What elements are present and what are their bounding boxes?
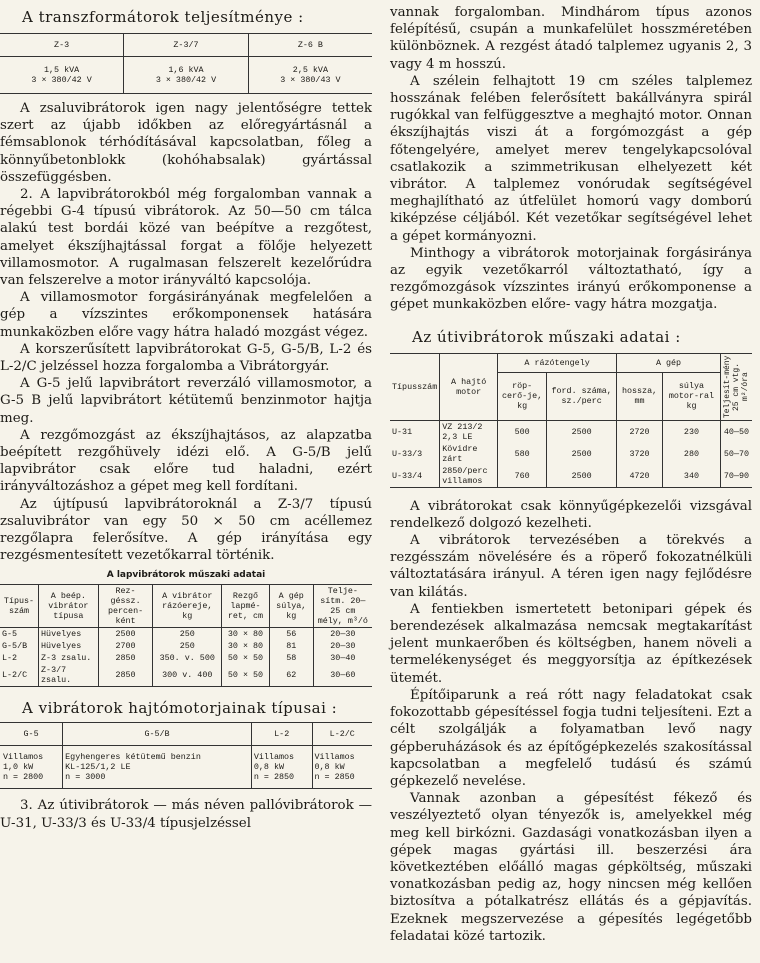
table-cell: VZ 213/2 2,3 LE [440, 420, 498, 443]
table-cell: Z-3 zsalu. [39, 652, 99, 664]
table-header: Teljesít-mény 25 cm vtg. m²/óra [722, 355, 750, 418]
table-cell: 1,5 kVA 3 × 380/42 V [0, 57, 124, 94]
table-cell: 2500 [547, 420, 617, 443]
paragraph: Vannak azonban a gépesítést fékező és veszélyeztető olyan tényezők is, amelyekkel még meg kell birkózni. Gazdasági vonatkozásban ilyen a gépek magas gyártási ill. beszerzési ára következtében előálló magas gépköltség, műszaki vonatkozásban pedig az, hogy nincsen még kellően biztosítva a pótalkatrész ellátás és a gépjavítás. Ezeknek megszervezése a gépesítés legégetőbb feladatai közé tartozik. [390, 791, 752, 944]
table-cell: 62 [269, 664, 313, 687]
table-header: Telje-sítm. 20—25 cm mély, m³/ó [317, 586, 368, 627]
table-cell: 2500 [547, 443, 617, 465]
table-header: Z-3/7 [124, 34, 249, 57]
table-header: röp-cerő-je, kg [498, 372, 547, 420]
table-cell: 250 [153, 628, 222, 641]
paragraph: A G-5 jelű lapvibrátort reverzáló villamosmotor, a G-5 B jelű lapvibrátort kétütemű benzinmotor hajtja meg. [0, 376, 372, 426]
table-cell: 1,6 kVA 3 × 380/42 V [124, 57, 249, 94]
uti-vibrator-table [390, 353, 752, 488]
table-cell: 30 × 80 [222, 640, 270, 652]
table-row [390, 465, 752, 488]
paragraph: Minthogy a vibrátorok motorjainak forgásiránya az egyik vezetőkarról változtatható, így a rezgőmozgások vízszintes irányú erőkomponense a gépet munkaközben előre- vagy hátra mozgatja. [390, 245, 752, 313]
paragraph: A zsaluvibrátorok igen nagy jelentőségre tettek szert az újabb időkben az előregyártásnál a fémsablonok térhódításával kapcsolatban, főleg a könnyűbetonblokk (kohóhabsalak) gyártással összefüggésben. [0, 101, 372, 185]
table-cell: 58 [269, 652, 313, 664]
paragraph: A fentiekben ismertetett betonipari gépek és berendezések alkalmazása nemcsak megtakarítást jelent munkaerőben és költségben, hanem növeli a termelékenységet és meggyorsítja az építkezések ütemét. [390, 601, 752, 686]
table-cell: U-33/3 [390, 443, 440, 465]
table-cell: Villamos 1,0 kW n = 2800 [0, 746, 63, 789]
table-cell: 30—60 [330, 670, 356, 681]
table-cell: 2700 [98, 640, 153, 652]
table-row [0, 640, 372, 652]
paragraph: A rezgőmozgást az ékszíjhajtásos, az alapzatba beépített rezgőhüvely idézi elő. A G-5/B jelű lapvibrátor csak előre tud haladni, ezért irányváltozáshoz a gépet meg kell fordítani. [0, 427, 372, 495]
table-cell: 250 [153, 640, 222, 652]
table-cell: 300 v. 400 [153, 664, 222, 687]
table-cell: 2850 [98, 652, 153, 664]
table-header: Típusszám [390, 353, 440, 420]
table-cell: 81 [269, 640, 313, 652]
table-row [390, 420, 752, 443]
table-cell: Hüvelyes [39, 640, 99, 652]
paragraph: A korszerűsített lapvibrátorokat G-5, G-5/B, L-2 és L-2/C jelzéssel hozza forgalomba a Vibrátorgyár. [0, 341, 372, 375]
paragraph: A vibrátorokat csak könnyűgépkezelői vizsgával rendelkező dolgozó kezelheti. [390, 498, 752, 531]
table-cell: Hüvelyes [39, 628, 99, 641]
paragraph: vannak forgalomban. Mindhárom típus azonos felépítésű, csupán a munkafelület hosszméretében különböznek. A rezgést átadó talplemez ugyanis 2, 3 vagy 4 m hosszú. [390, 5, 752, 72]
table-cell: 20—30 [330, 629, 356, 640]
table-cell: Villamos 0,8 kW n = 2850 [314, 752, 355, 783]
table-cell: 4720 [617, 465, 663, 488]
table-header: G-5 [0, 723, 63, 746]
table-cell: Villamos 0,8 kW n = 2850 [251, 746, 312, 789]
table-cell: 2500 [98, 628, 153, 641]
table-header: hossza, mm [617, 372, 663, 420]
table-cell: 40—50 [723, 426, 750, 437]
table-header: A gép súlya, kg [269, 585, 313, 628]
table-cell: Kövidre zárt [440, 443, 498, 465]
table-header: L-2 [251, 723, 312, 746]
table-cell: 30—40 [330, 653, 356, 664]
table-cell: 280 [662, 443, 720, 465]
table-cell: 50 × 50 [222, 652, 270, 664]
table-cell: Z-3/7 zsalu. [39, 664, 99, 687]
table-header: súlya motor-ral kg [662, 372, 720, 420]
table-group-header: A gép [617, 353, 721, 372]
table-header: L-2/C [329, 729, 355, 740]
table-cell: L-2/C [0, 664, 39, 687]
table-row [0, 664, 372, 687]
table-cell: 2850 [98, 664, 153, 687]
table-cell: 3720 [617, 443, 663, 465]
table-cell: 2850/perc villamos [440, 465, 498, 488]
table-group-header: A rázótengely [498, 353, 617, 372]
table-header: A vibrátor rázóereje, kg [153, 585, 222, 628]
table-cell: 70—90 [723, 470, 750, 481]
table-row [390, 443, 752, 465]
transformer-table [0, 33, 372, 94]
lap-vibrator-table [0, 584, 372, 687]
transformer-heading: A transzformátorok teljesítménye : [22, 8, 304, 26]
table-header: ford. száma, sz./perc [547, 372, 617, 420]
left-column [0, 0, 372, 832]
table-cell: G-5 [0, 628, 39, 641]
table-header: Z-3 [0, 34, 124, 57]
paragraph: Az újtípusú lapvibrátoroknál a Z-3/7 típusú zsaluvibrátor van egy 50 × 50 cm acéllemez rezgőlapra felerősítve. A gép irányítása egy rezgésmentesített vezetőkarral történik. [0, 496, 372, 564]
table-cell: Egyhengeres kétütemű benzin KL-125/1,2 LE n = 3000 [63, 746, 252, 789]
table-cell: 2500 [547, 465, 617, 488]
lap-table-caption: A lapvibrátorok műszaki adatai [106, 570, 266, 581]
table-cell: 56 [269, 628, 313, 641]
table-cell: 230 [662, 420, 720, 443]
table-cell: 580 [498, 443, 547, 465]
motor-table [0, 722, 372, 789]
paragraph: A szélein felhajtott 19 cm széles talplemez hosszának felében felerősített bakállványra spirál rugókkal van felfüggesztve a meghajtó motor. Onnan ékszíjhajtás viszi át a forgómozgást a gép főtengelyére, amelyet merev tengelykapcsolóval csatlakozik a szimmetrikusan elhelyezett két vibrátor. A talplemez vonórudak segítségével meghajlítható az útfelület homorú vagy domború kiképzése céljából. Két vezetőkar segítségével lehet a gépet kormányozni. [390, 73, 752, 244]
table-header: A beép. vibrátor típusa [39, 585, 99, 628]
table-cell: L-2 [0, 652, 39, 664]
right-column [390, 0, 752, 945]
paragraph: A villamosmotor forgásirányának megfelelően a gép a vízszintes erőkomponensek hatására munkaközben előre vagy hátra haladó mozgást végez. [0, 290, 372, 340]
table-header: Rezgő lapmé-ret, cm [222, 585, 270, 628]
table-header: A hajtó motor [440, 353, 498, 420]
uti-heading: Az útivibrátorok műszaki adatai : [412, 327, 681, 346]
motor-heading: A vibrátorok hajtómotorjainak típusai : [22, 699, 338, 718]
table-cell: 340 [662, 465, 720, 488]
table-header: G-5/B [63, 723, 252, 746]
table-row [0, 652, 372, 664]
table-cell: 50—70 [723, 448, 750, 459]
table-cell: 2720 [617, 420, 663, 443]
paragraph: A vibrátorok tervezésében a törekvés a rezgésszám növelésére és a röperő fokozatnélküli változtatására irányul. A téren igen nagy fejlődésre van kilátás. [390, 533, 752, 600]
table-cell: 20—30 [330, 641, 356, 652]
table-header: Z-6 B [297, 40, 323, 50]
paragraph: 3. Az útivibrátorok — más néven pallóvibrátorok — U-31, U-33/3 és U-33/4 típusjelzéssel [0, 798, 372, 831]
table-header: Típus-szám [0, 585, 39, 628]
table-cell: 500 [498, 420, 547, 443]
table-cell: G-5/B [0, 640, 39, 652]
table-cell: U-31 [390, 420, 440, 443]
table-cell: U-33/4 [390, 465, 440, 488]
paragraph: 2. A lapvibrátorokból még forgalomban vannak a régebbi G-4 típusú vibrátorok. Az 50—50 cm tálca alakú test bordái közé van beépítve a rezgőtest, amelyet ékszíjhajtással forgat a fölője helyezett villamosmotor. A rugalmasan felszerelt kezelőrúdra van felszerelve a motor irányváltó kapcsolója. [0, 187, 372, 289]
table-cell: 2,5 kVA 3 × 380/43 V [280, 65, 341, 85]
paragraph: Építőiparunk a reá rótt nagy feladatokat csak fokozottabb gépesítéssel fogja tudni teljesíteni. Ezt a célt szolgálják a folyamatban levő nagy gépberuházások és az építőgépkezelés szakosítással kapcsolatban a megfelelő tudású és számú gépkezelő nevelése. [390, 687, 752, 789]
table-header-vertical [720, 353, 752, 420]
table-cell: 350. v. 500 [153, 652, 222, 664]
table-row [0, 628, 372, 641]
table-cell: 50 × 50 [222, 664, 270, 687]
table-cell: 30 × 80 [222, 628, 270, 641]
table-header: Rez-géssz. percen-ként [98, 585, 153, 628]
table-cell: 760 [498, 465, 547, 488]
